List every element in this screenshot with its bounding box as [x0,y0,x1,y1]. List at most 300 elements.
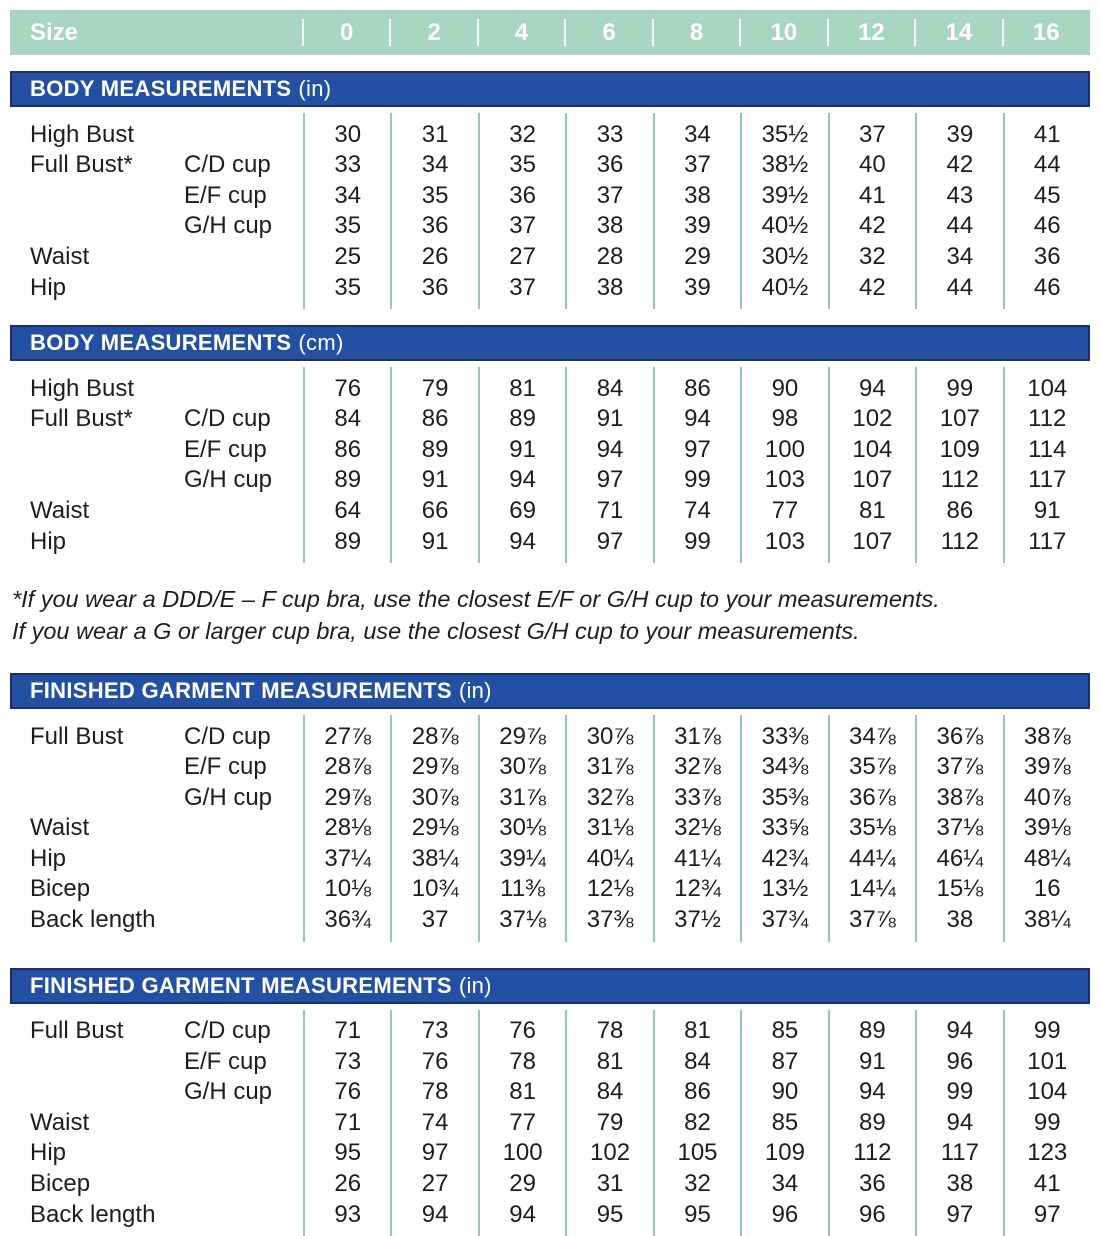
measurement-value: 36 [1003,242,1090,273]
measurement-value: 104 [1003,367,1090,404]
row-sub-label: G/H cup [180,783,303,814]
measurement-row-g-h-cup [10,1077,1090,1108]
measurement-value: 41 [828,181,915,212]
measurement-value: 84 [565,367,652,404]
footnote-line-1: *If you wear a DDD/E – F cup bra, use the closest E/F or G/H cup to your measurements. [12,583,1090,615]
measurement-value: 35 [303,272,390,309]
measurement-row-g-h-cup [10,465,1090,496]
measurement-value: 87 [740,1047,827,1078]
measurement-value: 81 [828,496,915,527]
row-sub-label [180,844,303,875]
measurement-row-e-f-cup [10,752,1090,783]
measurement-value: 39½ [740,181,827,212]
measurement-value: 14¼ [828,874,915,905]
row-sub-label: G/H cup [180,465,303,496]
size-header-row [10,10,1090,55]
section-title-bar [10,673,1090,709]
measurement-value: 91 [1003,496,1090,527]
row-label [10,435,180,466]
row-label: Full Bust [10,715,180,752]
row-sub-label [180,367,303,404]
measurement-value: 36⅞ [915,715,1002,752]
measurement-value: 117 [1003,526,1090,563]
measurement-value: 89 [828,1108,915,1139]
measurement-value: 89 [478,404,565,435]
section-finished-garment-cm [10,968,1090,1236]
measurement-row-full-bust [10,150,1090,181]
row-label [10,752,180,783]
measurement-value: 94 [828,367,915,404]
measurement-value: 37 [565,181,652,212]
measurement-value: 32 [478,113,565,150]
measurement-row-waist [10,813,1090,844]
measurement-value: 10⅛ [303,874,390,905]
row-sub-label: E/F cup [180,181,303,212]
row-label [10,1077,180,1108]
measurement-value: 91 [828,1047,915,1078]
measurement-value: 43 [915,181,1002,212]
measurement-value: 31⅞ [565,752,652,783]
measurement-value: 38 [653,181,740,212]
measurement-value: 91 [390,465,477,496]
measurement-value: 38¼ [390,844,477,875]
measurement-value: 30⅞ [390,783,477,814]
measurement-value: 94 [478,465,565,496]
size-column-header: 16 [1003,10,1090,55]
measurement-value: 37 [653,150,740,181]
measurement-value: 95 [565,1199,652,1236]
measurement-value: 78 [390,1077,477,1108]
measurement-value: 29 [478,1169,565,1200]
section-title: FINISHED GARMENT MEASUREMENTS [30,678,452,704]
measurement-value: 27⅞ [303,715,390,752]
measurement-value: 77 [740,496,827,527]
measurement-value: 37 [390,905,477,942]
measurement-value: 99 [653,465,740,496]
measurement-value: 71 [303,1010,390,1047]
row-sub-label [180,813,303,844]
measurement-row-g-h-cup [10,783,1090,814]
measurement-value: 97 [1003,1199,1090,1236]
measurement-value: 84 [303,404,390,435]
measurement-value: 73 [303,1047,390,1078]
cup-size-footnote [10,583,1090,647]
row-label: Full Bust* [10,150,180,181]
measurement-value: 91 [390,526,477,563]
measurement-value: 16 [1003,874,1090,905]
row-label: Hip [10,844,180,875]
measurement-value: 99 [915,1077,1002,1108]
measurement-value: 97 [565,465,652,496]
measurement-value: 94 [828,1077,915,1108]
measurement-value: 104 [828,435,915,466]
row-sub-label: C/D cup [180,715,303,752]
row-sub-label [180,526,303,563]
measurement-value: 32 [828,242,915,273]
measurement-value: 42 [915,150,1002,181]
section-body-measurements-cm [10,325,1090,563]
measurement-value: 117 [1003,465,1090,496]
measurement-value: 112 [915,526,1002,563]
measurement-value: 34 [915,242,1002,273]
row-sub-label: G/H cup [180,1077,303,1108]
measurement-value: 84 [653,1047,740,1078]
measurement-value: 11⅜ [478,874,565,905]
row-label: Back length [10,905,180,942]
measurement-value: 89 [303,526,390,563]
measurement-value: 35⅛ [828,813,915,844]
row-label: Waist [10,242,180,273]
row-sub-label: E/F cup [180,1047,303,1078]
measurement-value: 86 [653,367,740,404]
measurement-value: 93 [303,1199,390,1236]
row-sub-label [180,1169,303,1200]
measurement-value: 100 [740,435,827,466]
measurement-value: 35⅜ [740,783,827,814]
row-sub-label [180,113,303,150]
measurement-value: 37 [828,113,915,150]
measurement-value: 37⅜ [565,905,652,942]
measurement-value: 38¼ [1003,905,1090,942]
measurement-value: 45 [1003,181,1090,212]
row-sub-label: C/D cup [180,150,303,181]
row-label [10,181,180,212]
size-column-header: 10 [740,10,827,55]
section-title: BODY MEASUREMENTS [30,330,291,356]
measurement-row-back-length [10,905,1090,942]
measurement-value: 94 [915,1010,1002,1047]
measurement-value: 36⅞ [828,783,915,814]
measurement-table [10,367,1090,563]
measurement-value: 29 [653,242,740,273]
measurement-value: 73 [390,1010,477,1047]
row-sub-label: C/D cup [180,404,303,435]
measurement-value: 95 [303,1138,390,1169]
measurement-value: 94 [653,404,740,435]
measurement-value: 34 [303,181,390,212]
measurement-value: 99 [915,367,1002,404]
measurement-value: 34⅞ [828,715,915,752]
measurement-value: 44 [915,272,1002,309]
measurement-value: 34 [653,113,740,150]
measurement-value: 90 [740,367,827,404]
measurement-value: 39¼ [478,844,565,875]
measurement-value: 29⅞ [303,783,390,814]
measurement-value: 84 [565,1077,652,1108]
size-column-header: 14 [915,10,1002,55]
measurement-value: 38½ [740,150,827,181]
measurement-value: 42¾ [740,844,827,875]
measurement-row-high-bust [10,113,1090,150]
measurement-value: 32⅛ [653,813,740,844]
measurement-value: 89 [303,465,390,496]
measurement-value: 33⅝ [740,813,827,844]
measurement-value: 94 [565,435,652,466]
measurement-value: 96 [740,1199,827,1236]
measurement-value: 10¾ [390,874,477,905]
measurement-table [10,715,1090,942]
measurement-value: 66 [390,496,477,527]
measurement-value: 34 [740,1169,827,1200]
measurement-value: 34⅜ [740,752,827,783]
measurement-value: 91 [565,404,652,435]
measurement-value: 33 [565,113,652,150]
measurement-value: 32 [653,1169,740,1200]
measurement-value: 76 [303,1077,390,1108]
measurement-value: 112 [828,1138,915,1169]
measurement-value: 32⅞ [565,783,652,814]
measurement-value: 30⅛ [478,813,565,844]
measurement-value: 37¼ [303,844,390,875]
measurement-row-bicep [10,1169,1090,1200]
measurement-value: 96 [915,1047,1002,1078]
row-label: High Bust [10,367,180,404]
measurement-value: 46 [1003,272,1090,309]
size-column-header: 6 [565,10,652,55]
measurement-value: 97 [653,435,740,466]
size-column-header: 4 [478,10,565,55]
size-column-header: 12 [828,10,915,55]
measurement-value: 30½ [740,242,827,273]
measurement-value: 40½ [740,211,827,242]
section-unit: (in) [459,973,492,999]
measurement-value: 100 [478,1138,565,1169]
measurement-value: 86 [653,1077,740,1108]
row-sub-label [180,1108,303,1139]
measurement-value: 107 [828,465,915,496]
row-sub-label [180,272,303,309]
row-label: Waist [10,813,180,844]
measurement-value: 34 [390,150,477,181]
row-label [10,465,180,496]
measurement-value: 30 [303,113,390,150]
row-sub-label [180,496,303,527]
measurement-value: 101 [1003,1047,1090,1078]
measurement-value: 36¾ [303,905,390,942]
measurement-value: 31 [565,1169,652,1200]
measurement-value: 104 [1003,1077,1090,1108]
measurement-value: 89 [828,1010,915,1047]
row-sub-label: G/H cup [180,211,303,242]
section-unit: (in) [459,678,492,704]
measurement-value: 74 [390,1108,477,1139]
measurement-value: 98 [740,404,827,435]
measurement-value: 31 [390,113,477,150]
row-sub-label [180,1138,303,1169]
row-label: Full Bust [10,1010,180,1047]
row-sub-label [180,242,303,273]
row-label: Hip [10,526,180,563]
measurement-value: 79 [390,367,477,404]
measurement-value: 41¼ [653,844,740,875]
measurement-value: 71 [565,496,652,527]
measurement-value: 41 [1003,113,1090,150]
section-unit: (in) [298,76,331,102]
measurement-row-full-bust [10,1010,1090,1047]
measurement-value: 36 [478,181,565,212]
measurement-value: 13½ [740,874,827,905]
size-column-header: 8 [653,10,740,55]
measurement-value: 38⅞ [1003,715,1090,752]
measurement-value: 97 [915,1199,1002,1236]
row-sub-label [180,905,303,942]
measurement-row-bicep [10,874,1090,905]
measurement-value: 29⅞ [478,715,565,752]
measurement-value: 15⅛ [915,874,1002,905]
measurement-value: 103 [740,526,827,563]
measurement-value: 35 [390,181,477,212]
row-label: Full Bust* [10,404,180,435]
measurement-value: 42 [828,272,915,309]
row-sub-label [180,1199,303,1236]
measurement-value: 44 [1003,150,1090,181]
measurement-row-hip [10,526,1090,563]
measurement-value: 25 [303,242,390,273]
measurement-value: 36 [390,211,477,242]
size-header-label: Size [10,19,303,47]
measurement-value: 42 [828,211,915,242]
measurement-value: 81 [565,1047,652,1078]
measurement-value: 29⅛ [390,813,477,844]
measurement-table [10,113,1090,309]
measurement-row-hip [10,1138,1090,1169]
measurement-value: 105 [653,1138,740,1169]
measurement-value: 28⅞ [303,752,390,783]
measurement-value: 38 [565,272,652,309]
measurement-value: 39⅛ [1003,813,1090,844]
measurement-value: 37⅛ [478,905,565,942]
measurement-value: 97 [565,526,652,563]
row-sub-label [180,874,303,905]
measurement-value: 94 [478,526,565,563]
measurement-value: 40½ [740,272,827,309]
measurement-value: 38⅞ [915,783,1002,814]
section-title-bar [10,325,1090,361]
measurement-row-full-bust [10,404,1090,435]
measurement-value: 123 [1003,1138,1090,1169]
measurement-value: 94 [390,1199,477,1236]
measurement-value: 37¾ [740,905,827,942]
section-body-measurements-in [10,71,1090,309]
section-finished-garment-in [10,673,1090,942]
measurement-row-back-length [10,1199,1090,1236]
measurement-value: 37½ [653,905,740,942]
measurement-value: 44¼ [828,844,915,875]
measurement-value: 95 [653,1199,740,1236]
measurement-value: 86 [390,404,477,435]
row-label: Waist [10,1108,180,1139]
measurement-value: 40¼ [565,844,652,875]
measurement-value: 39 [653,211,740,242]
measurement-value: 28 [565,242,652,273]
measurement-value: 81 [478,1077,565,1108]
measurement-value: 33⅞ [653,783,740,814]
measurement-value: 33⅜ [740,715,827,752]
measurement-value: 31⅞ [653,715,740,752]
measurement-value: 32⅞ [653,752,740,783]
measurement-value: 35 [303,211,390,242]
measurement-value: 37 [478,272,565,309]
measurement-value: 40⅞ [1003,783,1090,814]
measurement-row-hip [10,844,1090,875]
measurement-value: 112 [1003,404,1090,435]
measurement-value: 79 [565,1108,652,1139]
measurement-value: 102 [565,1138,652,1169]
measurement-value: 64 [303,496,390,527]
measurement-value: 35½ [740,113,827,150]
measurement-value: 90 [740,1077,827,1108]
measurement-value: 99 [1003,1010,1090,1047]
row-sub-label: E/F cup [180,435,303,466]
section-unit: (cm) [298,330,343,356]
section-title-bar [10,968,1090,1004]
measurement-value: 26 [390,242,477,273]
row-label: Back length [10,1199,180,1236]
measurement-value: 31⅛ [565,813,652,844]
row-label: Bicep [10,1169,180,1200]
measurement-value: 36 [828,1169,915,1200]
measurement-value: 107 [828,526,915,563]
row-label: Waist [10,496,180,527]
measurement-value: 33 [303,150,390,181]
measurement-value: 89 [390,435,477,466]
measurement-value: 99 [1003,1108,1090,1139]
measurement-row-g-h-cup [10,211,1090,242]
measurement-value: 112 [915,465,1002,496]
measurement-value: 12¾ [653,874,740,905]
measurement-value: 86 [915,496,1002,527]
measurement-value: 96 [828,1199,915,1236]
size-column-header: 0 [303,10,390,55]
measurement-value: 97 [390,1138,477,1169]
measurement-value: 91 [478,435,565,466]
measurement-value: 44 [915,211,1002,242]
measurement-value: 37⅞ [828,905,915,942]
measurement-value: 37⅞ [915,752,1002,783]
measurement-value: 107 [915,404,1002,435]
measurement-value: 39⅞ [1003,752,1090,783]
measurement-value: 76 [303,367,390,404]
measurement-value: 78 [565,1010,652,1047]
measurement-value: 35⅞ [828,752,915,783]
measurement-row-full-bust [10,715,1090,752]
measurement-value: 38 [565,211,652,242]
measurement-row-waist [10,496,1090,527]
measurement-value: 102 [828,404,915,435]
measurement-value: 71 [303,1108,390,1139]
measurement-row-e-f-cup [10,1047,1090,1078]
measurement-value: 30⅞ [478,752,565,783]
row-label: High Bust [10,113,180,150]
measurement-value: 77 [478,1108,565,1139]
measurement-value: 30⅞ [565,715,652,752]
measurement-value: 114 [1003,435,1090,466]
measurement-value: 103 [740,465,827,496]
section-title-bar [10,71,1090,107]
measurement-row-high-bust [10,367,1090,404]
section-title: FINISHED GARMENT MEASUREMENTS [30,973,452,999]
measurement-row-waist [10,1108,1090,1139]
measurement-value: 99 [653,526,740,563]
measurement-row-e-f-cup [10,181,1090,212]
measurement-value: 76 [478,1010,565,1047]
measurement-value: 27 [390,1169,477,1200]
measurement-value: 28⅞ [390,715,477,752]
measurement-value: 76 [390,1047,477,1078]
measurement-value: 39 [915,113,1002,150]
measurement-value: 36 [565,150,652,181]
measurement-value: 36 [390,272,477,309]
